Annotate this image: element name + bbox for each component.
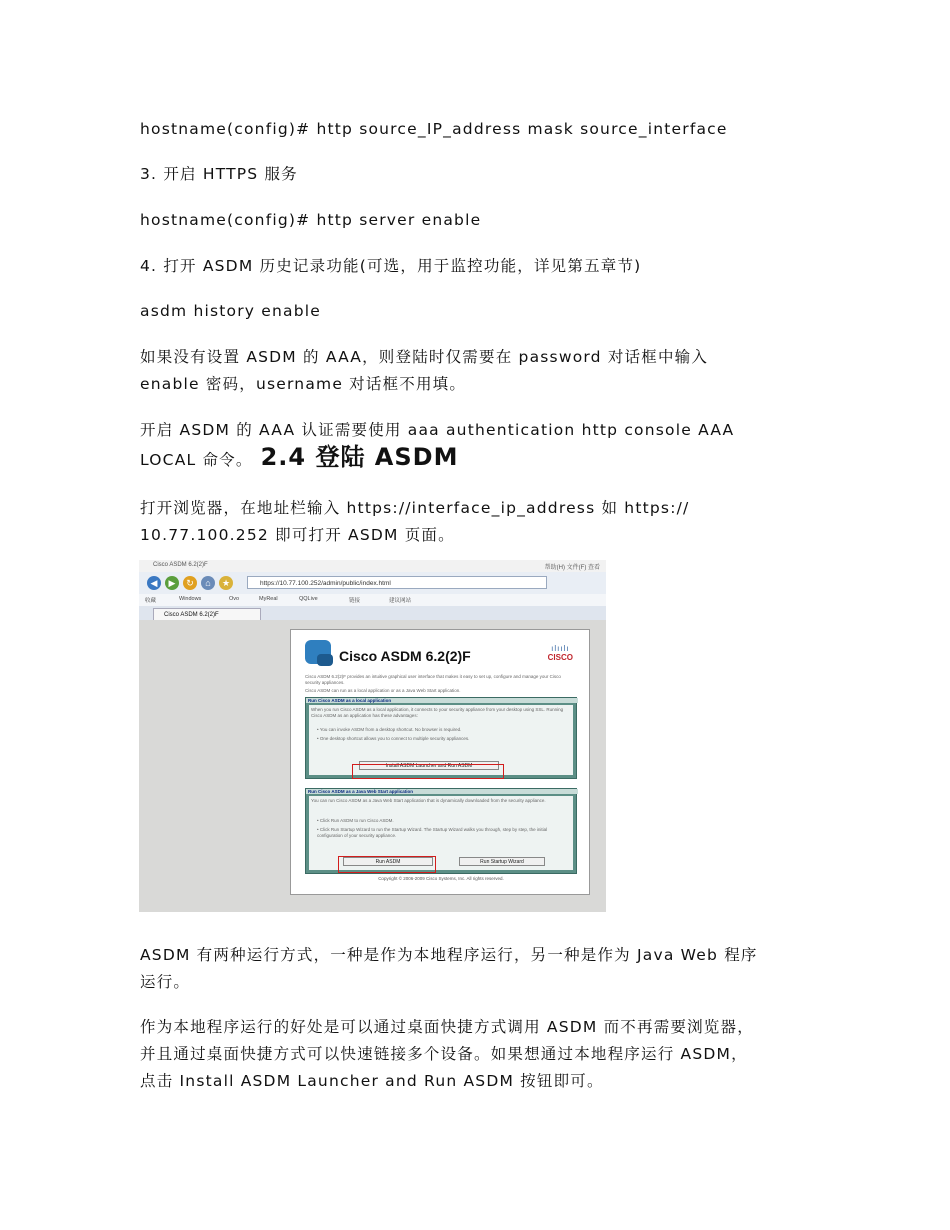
- run-startup-wizard-button[interactable]: Run Startup Wizard: [459, 857, 545, 866]
- paragraph-browser-1: 打开浏览器，在地址栏输入 https://interface_ip_address 如 https://: [140, 499, 690, 517]
- paragraph-step3: 3. 开启 HTTPS 服务: [140, 165, 298, 183]
- cisco-bars-icon: ılıılı: [551, 644, 570, 653]
- run-asdm-button[interactable]: Run ASDM: [343, 857, 433, 866]
- asdm-page-title: Cisco ASDM 6.2(2)F: [339, 648, 471, 664]
- section-webstart-text: You can run Cisco ASDM as a Java Web Start application that is dynamically downloaded from the security appliance.: [311, 798, 546, 803]
- paragraph-http-source: hostname(config)# http source_IP_address mask source_interface: [140, 120, 728, 138]
- paragraph-aaa-cmd-2: [140, 443, 458, 474]
- home-icon[interactable]: ⌂: [201, 576, 215, 590]
- section-local-text: When you run Cisco ASDM as a local application, it connects to your security appliance from your desktop using SSL. Running Cisco ASDM as an application has these advantages:: [311, 707, 564, 718]
- section-heading: 2.4 登陆 ASDM: [260, 443, 459, 471]
- window-title: Cisco ASDM 6.2(2)F: [153, 562, 208, 568]
- favorite-item[interactable]: 收藏: [145, 598, 157, 604]
- back-icon[interactable]: ◀: [147, 576, 161, 590]
- paragraph-modes-2: 运行。: [140, 973, 191, 991]
- section-webstart-title: Run Cisco ASDM as a Java Web Start application: [306, 789, 578, 794]
- paragraph-modes-1: ASDM 有两种运行方式，一种是作为本地程序运行，另一种是作为 Java Web 程序: [140, 946, 758, 964]
- paragraph-aaa-note-2: enable 密码，username 对话框不用填。: [140, 375, 467, 393]
- copyright-text: Copyright © 2006-2009 Cisco Systems, Inc. All rights reserved.: [378, 876, 504, 881]
- intro-text-1: Cisco ASDM 6.2(2)F provides an intuitive graphical user interface that makes it easy to set up, configure and manage your Cisco security appliances.: [305, 674, 561, 685]
- window-menu: 帮助(H) 文件(F) 查看: [544, 565, 600, 571]
- favorite-item[interactable]: Ovo: [229, 596, 240, 602]
- asdm-launch-page: [290, 629, 590, 895]
- paragraph-aaa-cmd-1: 开启 ASDM 的 AAA 认证需要使用 aaa authentication http console AAA: [140, 421, 735, 439]
- cisco-wordmark: CISCO: [547, 653, 573, 662]
- paragraph-local-1: 作为本地程序运行的好处是可以通过桌面快捷方式调用 ASDM 而不再需要浏览器，: [140, 1018, 754, 1036]
- address-bar[interactable]: https://10.77.100.252/admin/public/index.html: [247, 576, 547, 589]
- paragraph-browser-2: 10.77.100.252 即可打开 ASDM 页面。: [140, 526, 455, 544]
- install-asdm-button[interactable]: Install ASDM Launcher and Run ASDM: [359, 761, 499, 770]
- asdm-logo-badge-icon: [317, 654, 333, 666]
- paragraph-local-3: 点击 Install ASDM Launcher and Run ASDM 按钮即可。: [140, 1072, 604, 1090]
- favorite-item[interactable]: 建议网站: [389, 598, 412, 604]
- browser-navbar: [139, 572, 606, 594]
- favorite-item[interactable]: QQLive: [299, 596, 318, 602]
- browser-tab[interactable]: Cisco ASDM 6.2(2)F: [153, 608, 261, 620]
- favorites-bar: [139, 594, 606, 606]
- highlight-install-box: [352, 764, 504, 779]
- paragraph-aaa-note-1: 如果没有设置 ASDM 的 AAA，则登陆时仅需要在 password 对话框中输入: [140, 348, 709, 366]
- cisco-logo: [548, 644, 573, 662]
- star-icon[interactable]: ★: [219, 576, 233, 590]
- section-local-bullet: • One desktop shortcut allows you to connect to multiple security appliances.: [317, 736, 470, 741]
- paragraph-aaa-cmd-text: LOCAL 命令。: [140, 451, 253, 469]
- browser-content: [139, 620, 606, 912]
- paragraph-http-enable: hostname(config)# http server enable: [140, 211, 482, 229]
- asdm-screenshot-figure: [139, 560, 606, 912]
- intro-text-2: Cisco ASDM can run as a local application or as a Java Web Start application.: [305, 688, 461, 693]
- section-webstart-bullet: • Click Run Startup Wizard to run the Startup Wizard. The Startup Wizard walks you through, step by step, the initial configuration of your security appliance.: [317, 827, 548, 838]
- section-webstart-bullet: • Click Run ASDM to run Cisco ASDM.: [317, 818, 394, 823]
- favorite-item[interactable]: MyReal: [259, 596, 278, 602]
- section-local-bullet: • You can invoke ASDM from a desktop shortcut. No browser is required.: [317, 727, 462, 732]
- browser-titlebar: [139, 560, 606, 572]
- highlight-run-box: [338, 856, 436, 873]
- browser-tabbar: [139, 606, 606, 620]
- paragraph-asdm-history: asdm history enable: [140, 302, 322, 320]
- favorite-item[interactable]: Windows: [179, 596, 202, 602]
- refresh-icon[interactable]: ↻: [183, 576, 197, 590]
- section-local-title: Run Cisco ASDM as a local application: [306, 698, 578, 703]
- favorite-item[interactable]: 链接: [349, 598, 361, 604]
- paragraph-step4: 4. 打开 ASDM 历史记录功能(可选，用于监控功能，详见第五章节): [140, 257, 642, 275]
- forward-icon[interactable]: ▶: [165, 576, 179, 590]
- paragraph-local-2: 并且通过桌面快捷方式可以快速链接多个设备。如果想通过本地程序运行 ASDM，: [140, 1045, 748, 1063]
